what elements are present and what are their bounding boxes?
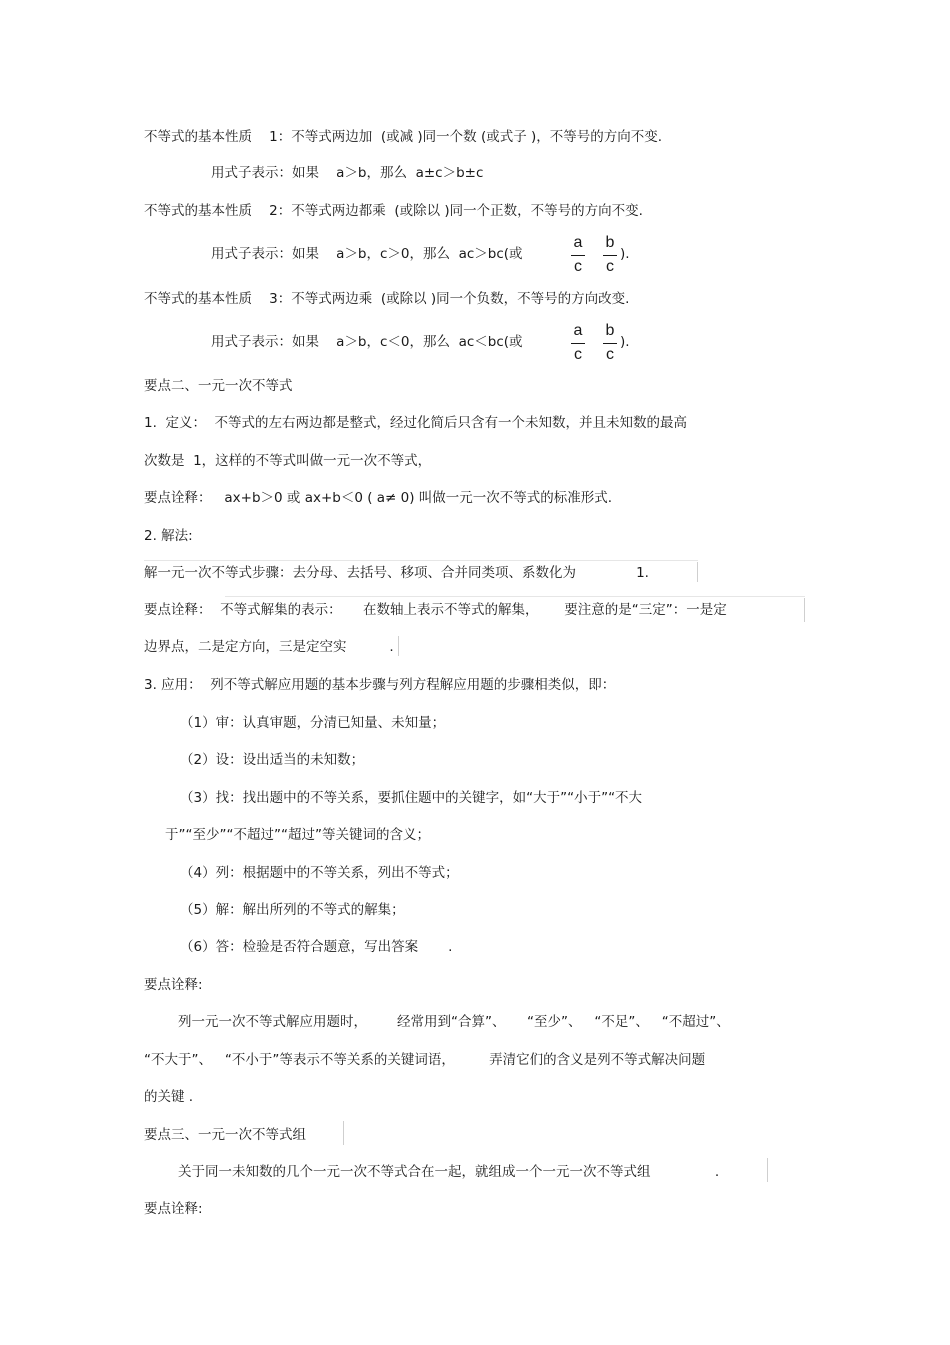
- paragraph-line-3: 的关键 .: [144, 1089, 194, 1105]
- section-heading-3: 要点三、一元一次不等式组: [144, 1127, 306, 1143]
- divider: [767, 1158, 768, 1182]
- fraction-a-over-c: [568, 234, 588, 278]
- fraction-numerator: a: [573, 322, 583, 339]
- property-1-expression: 用式子表示：如果 a＞b，那么 a±c＞b±c: [211, 165, 484, 181]
- step-1: （1）审：认真审题，分清已知量、未知量；: [180, 715, 446, 731]
- divider: [398, 636, 399, 656]
- divider: [225, 596, 805, 597]
- fraction-bar: [603, 343, 617, 344]
- fraction-bar: [571, 343, 585, 344]
- fraction-a-over-c: [568, 322, 588, 366]
- step-6: （6）答：检验是否符合题意，写出答案 .: [180, 939, 453, 955]
- fraction-denominator: c: [574, 258, 582, 275]
- application-heading: 3. 应用： 列不等式解应用题的基本步骤与列方程解应用题的步骤相类似，即：: [144, 677, 616, 693]
- fraction-denominator: c: [606, 346, 614, 363]
- definition-line-2: 次数是 1，这样的不等式叫做一元一次不等式，: [144, 453, 432, 469]
- divider: [144, 560, 698, 561]
- note-standard-form: 要点诠释： ax+b＞0 或 ax+b＜0 ( a≠ 0) 叫做一元一次不等式的标准形式.: [144, 490, 613, 506]
- fraction-numerator: b: [605, 322, 615, 339]
- note-heading: 要点诠释:: [144, 977, 203, 993]
- property-1: 不等式的基本性质 1：不等式两边加 (或减 )同一个数 (或式子 )，不等号的方向不变.: [144, 129, 663, 145]
- paragraph-system: 关于同一未知数的几个一元一次不等式合在一起，就组成一个一元一次不等式组 .: [178, 1164, 720, 1180]
- fraction-denominator: c: [574, 346, 582, 363]
- property-3-expression: 用式子表示：如果 a＞b，c＜0，那么 ac＜bc(或: [211, 334, 523, 350]
- note-heading: 要点诠释:: [144, 1201, 203, 1217]
- solution-heading: 2. 解法:: [144, 528, 193, 544]
- step-4: （4）列：根据题中的不等关系，列出不等式；: [180, 865, 459, 881]
- note-solution-set-2: 边界点，二是定方向，三是定空实 .: [144, 639, 394, 655]
- fraction-denominator: c: [606, 258, 614, 275]
- property-2-expression: 用式子表示：如果 a＞b，c＞0，那么 ac＞bc(或: [211, 246, 523, 262]
- step-3-line-1: （3）找：找出题中的不等关系，要抓住题中的关键字，如“大于”“小于”“不大: [180, 790, 643, 806]
- step-2: （2）设：设出适当的未知数；: [180, 752, 365, 768]
- section-heading-2: 要点二、一元一次不等式: [144, 378, 293, 394]
- fraction-numerator: a: [573, 234, 583, 251]
- paragraph-line-2: “不大于”、 “不小于”等表示不等关系的关键词语， 弄清它们的含义是列不等式解决问题: [144, 1052, 706, 1068]
- property-3-expression-close: ).: [620, 334, 630, 350]
- solution-steps: 解一元一次不等式步骤：去分母、去括号、移项、合并同类项、系数化为 1.: [144, 565, 649, 581]
- property-2: 不等式的基本性质 2：不等式两边都乘 (或除以 )同一个正数，不等号的方向不变.: [144, 203, 643, 219]
- paragraph-line-1: 列一元一次不等式解应用题时， 经常用到“合算”、 “至少”、 “不足”、 “不超过”、: [178, 1014, 730, 1030]
- step-5: （5）解：解出所列的不等式的解集；: [180, 902, 405, 918]
- definition-line-1: 1. 定义： 不等式的左右两边都是整式，经过化简后只含有一个未知数，并且未知数的最高: [144, 415, 688, 431]
- divider: [697, 562, 698, 582]
- fraction-b-over-c: [600, 322, 620, 366]
- fraction-bar: [603, 255, 617, 256]
- fraction-numerator: b: [605, 234, 615, 251]
- divider: [804, 598, 805, 622]
- fraction-b-over-c: [600, 234, 620, 278]
- note-solution-set-1: 要点诠释： 不等式解集的表示： 在数轴上表示不等式的解集， 要注意的是“三定”：一是定: [144, 602, 727, 618]
- step-3-line-2: 于”“至少”“不超过”“超过”等关键词的含义；: [165, 827, 430, 843]
- property-3: 不等式的基本性质 3：不等式两边乘 (或除以 )同一个负数，不等号的方向改变.: [144, 291, 630, 307]
- property-2-expression-close: ).: [620, 246, 630, 262]
- fraction-bar: [571, 255, 585, 256]
- divider: [343, 1121, 344, 1145]
